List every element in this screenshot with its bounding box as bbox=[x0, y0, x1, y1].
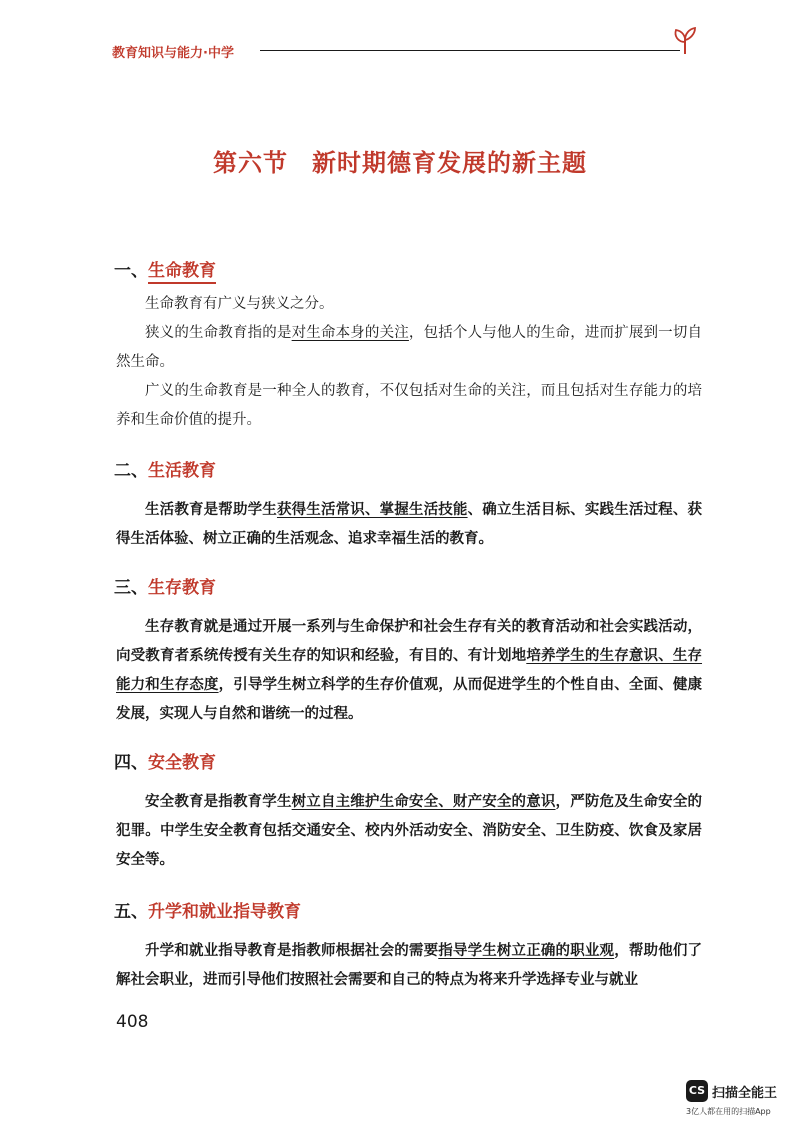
paragraph bbox=[116, 496, 702, 554]
sprout-icon bbox=[668, 26, 702, 56]
text-run: 生活教育是帮助学生 bbox=[145, 502, 277, 518]
topic-heading-survival bbox=[114, 573, 216, 598]
header-rule bbox=[260, 50, 680, 51]
scanner-watermark bbox=[686, 1080, 778, 1116]
paragraph bbox=[116, 937, 702, 995]
topic-heading-living bbox=[114, 456, 216, 481]
underlined-phrase: 树立自主维护生命安全、财产安全的意识 bbox=[291, 794, 556, 810]
heading-text: 升学和就业指导教育 bbox=[148, 902, 301, 922]
section-title bbox=[0, 143, 800, 178]
heading-prefix: 二、 bbox=[114, 461, 148, 481]
paragraph bbox=[116, 613, 702, 729]
heading-prefix: 五、 bbox=[114, 902, 148, 922]
text-run: 生存教育就是通过开展一系列与生命保护和社会生存有关的教育活动和社会实践活动，向受教育者系统传授有关生存的知识和经验，有目的、有计划地 bbox=[116, 619, 702, 664]
section-title-text: 新时期德育发展的新主题 bbox=[312, 149, 587, 177]
text-run: 升学和就业指导教育是指教师根据社会的需要 bbox=[145, 943, 439, 959]
running-header: 教育知识与能力·中学 bbox=[112, 46, 234, 61]
topic-heading-safety bbox=[114, 748, 216, 773]
section-number: 第六节 bbox=[213, 149, 288, 177]
heading-text: 生存教育 bbox=[148, 578, 216, 598]
text-run: ，包括个人与他人的生命，进而扩展到一切自然生命。 bbox=[116, 325, 703, 370]
underlined-phrase: 获得生活常识、掌握生活技能 bbox=[276, 502, 468, 518]
paragraph bbox=[116, 788, 702, 875]
paragraph bbox=[116, 319, 702, 377]
heading-prefix: 四、 bbox=[114, 753, 148, 773]
heading-prefix: 三、 bbox=[114, 578, 148, 598]
heading-text: 安全教育 bbox=[148, 753, 216, 773]
text-run: ，帮助他们了解社会职业，进而引导他们按照社会需要和自己的特点为将来升学选择专业与就业 bbox=[116, 943, 703, 988]
camscanner-logo-icon: CS bbox=[686, 1080, 708, 1102]
underlined-phrase: 对生命本身的关注 bbox=[291, 325, 409, 341]
topic-heading-life bbox=[114, 256, 216, 281]
paragraph: 生命教育有广义与狭义之分。 bbox=[145, 296, 334, 312]
topic-heading-career bbox=[114, 897, 301, 922]
page-number: 408 bbox=[116, 1012, 149, 1032]
text-run: 安全教育是指教育学生 bbox=[145, 794, 292, 810]
heading-text: 生活教育 bbox=[148, 461, 216, 481]
text-run: ，引导学生树立科学的生存价值观，从而促进学生的个性自由、全面、健康发展，实现人与自然和谐统一的过程。 bbox=[116, 677, 702, 722]
heading-prefix: 一、 bbox=[114, 261, 148, 281]
paragraph: 广义的生命教育是一种全人的教育，不仅包括对生命的关注，而且包括对生存能力的培养和生命价值的提升。 bbox=[116, 383, 702, 428]
text-run: 、确立生活目标、实践生活过程、获得生活体验、树立正确的生活观念、追求幸福生活的教育。 bbox=[116, 502, 703, 547]
underlined-phrase: 培养学生的生存意识、生存能力和生存态度 bbox=[116, 648, 703, 693]
watermark-app-name: 扫描全能王 bbox=[712, 1085, 778, 1101]
text-run: ，严防危及生命安全的犯罪。中学生安全教育包括交通安全、校内外活动安全、消防安全、卫生防疫、饮食及家居安全等。 bbox=[116, 794, 703, 868]
heading-text: 生命教育 bbox=[148, 261, 216, 284]
text-run: 狭义的生命教育指的是 bbox=[145, 325, 292, 341]
watermark-tagline: 3亿人都在用的扫描App bbox=[686, 1107, 771, 1116]
underlined-phrase: 指导学生树立正确的职业观 bbox=[438, 943, 615, 959]
